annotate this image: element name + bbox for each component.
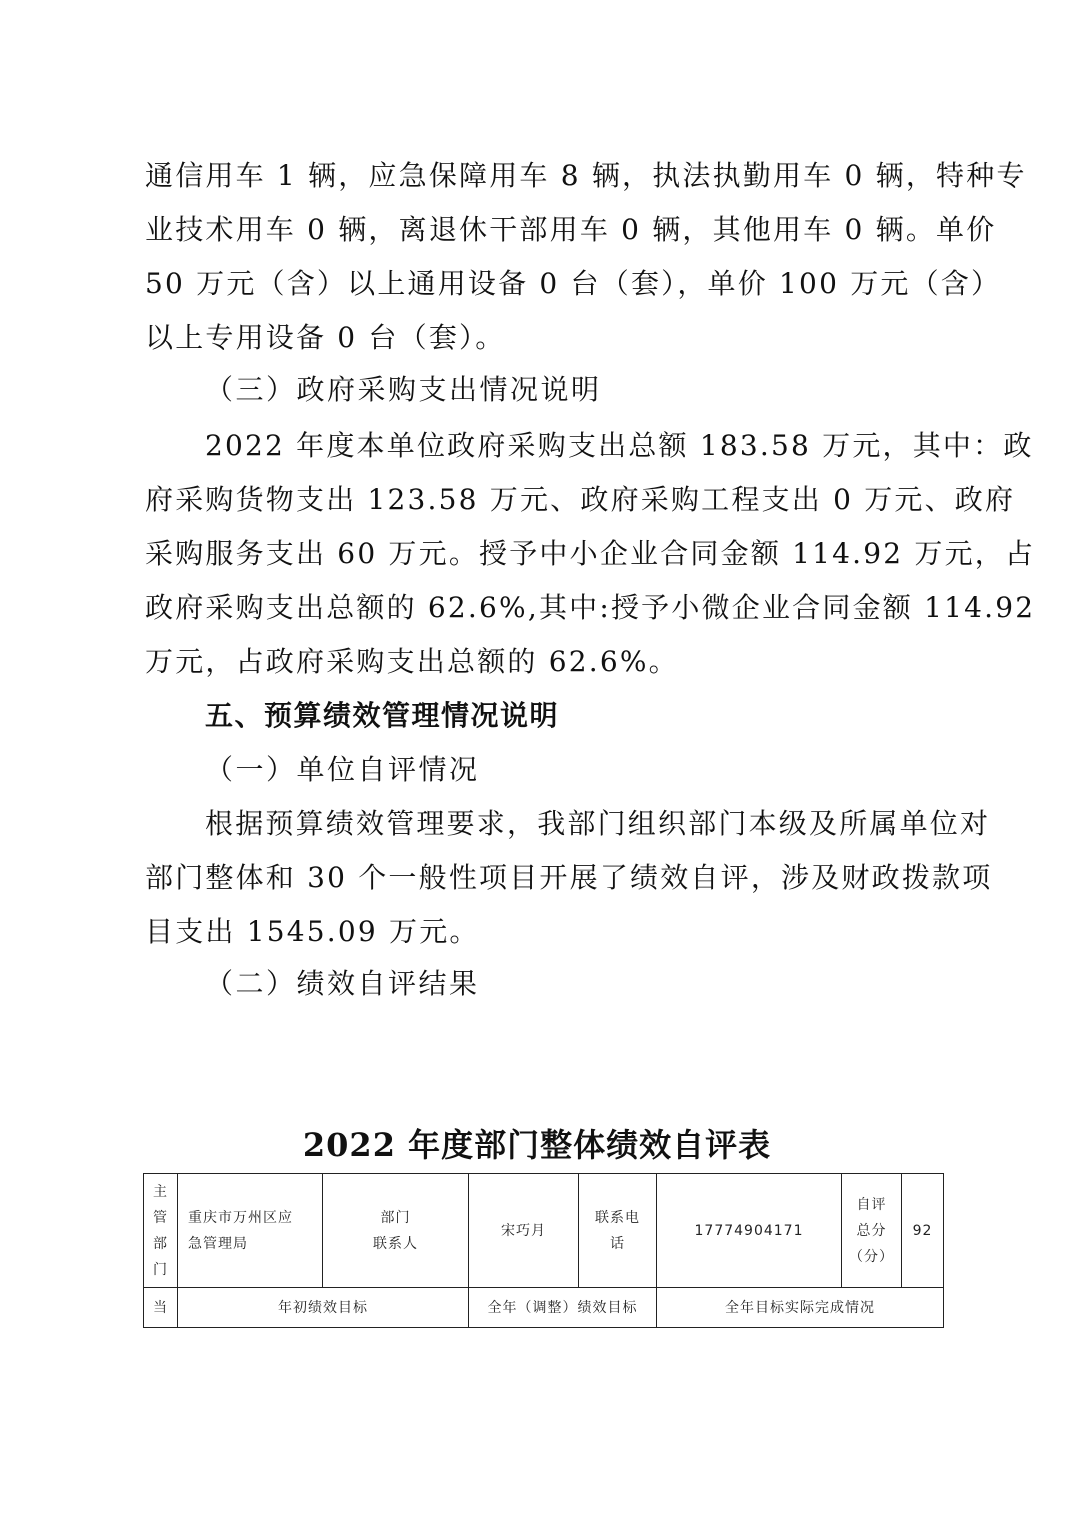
dept-name-cell: 重庆市万州区应 急管理局 <box>178 1174 323 1288</box>
table-title: 2022 年度部门整体绩效自评表 <box>302 1126 772 1164</box>
phone-label-cell: 联系电 话 <box>579 1174 657 1288</box>
table-row <box>144 1174 944 1288</box>
dept-label-cell: 主 管 部 门 <box>144 1174 178 1288</box>
score-cell: 92 <box>902 1174 944 1288</box>
subsection-heading-3: （三）政府采购支出情况说明 <box>205 373 602 406</box>
subsection-heading-2: （二）绩效自评结果 <box>205 967 480 1000</box>
section-heading-5: 五、预算绩效管理情况说明 <box>205 699 560 732</box>
contact-label-cell: 部门 联系人 <box>323 1174 469 1288</box>
paragraph-line: 采购服务支出 60 万元。授予中小企业合同金额 114.92 万元，占 <box>145 537 1036 570</box>
paragraph-line: 以上专用设备 0 台（套）。 <box>145 321 506 354</box>
phone-cell: 17774904171 <box>657 1174 842 1288</box>
subsection-heading-1: （一）单位自评情况 <box>205 753 480 786</box>
paragraph-line: 50 万元（含）以上通用设备 0 台（套），单价 100 万元（含） <box>145 267 1002 300</box>
paragraph-line: 根据预算绩效管理要求，我部门组织部门本级及所属单位对 <box>205 807 991 840</box>
paragraph-line: 目支出 1545.09 万元。 <box>145 915 480 948</box>
actual-completion-header: 全年目标实际完成情况 <box>657 1288 944 1328</box>
table-row <box>144 1288 944 1328</box>
paragraph-line: 政府采购支出总额的 62.6%,其中:授予小微企业合同金额 114.92 <box>145 591 1036 624</box>
paragraph-line: 2022 年度本单位政府采购支出总额 183.58 万元，其中：政 <box>205 429 1034 462</box>
score-label-cell: 自评 总分 （分） <box>842 1174 902 1288</box>
initial-goal-header: 年初绩效目标 <box>178 1288 469 1328</box>
paragraph-line: 府采购货物支出 123.58 万元、政府采购工程支出 0 万元、政府 <box>145 483 1016 516</box>
adjusted-goal-header: 全年（调整）绩效目标 <box>469 1288 657 1328</box>
paragraph-line: 通信用车 1 辆，应急保障用车 8 辆，执法执勤用车 0 辆，特种专 <box>145 159 1027 192</box>
contact-name-cell: 宋巧月 <box>469 1174 579 1288</box>
paragraph-line: 部门整体和 30 个一般性项目开展了绩效自评，涉及财政拨款项 <box>145 861 993 894</box>
row-label-cell: 当 <box>144 1288 178 1328</box>
performance-evaluation-table <box>143 1173 944 1328</box>
paragraph-line: 万元，占政府采购支出总额的 62.6%。 <box>145 645 679 678</box>
paragraph-line: 业技术用车 0 辆，离退休干部用车 0 辆，其他用车 0 辆。单价 <box>145 213 997 246</box>
